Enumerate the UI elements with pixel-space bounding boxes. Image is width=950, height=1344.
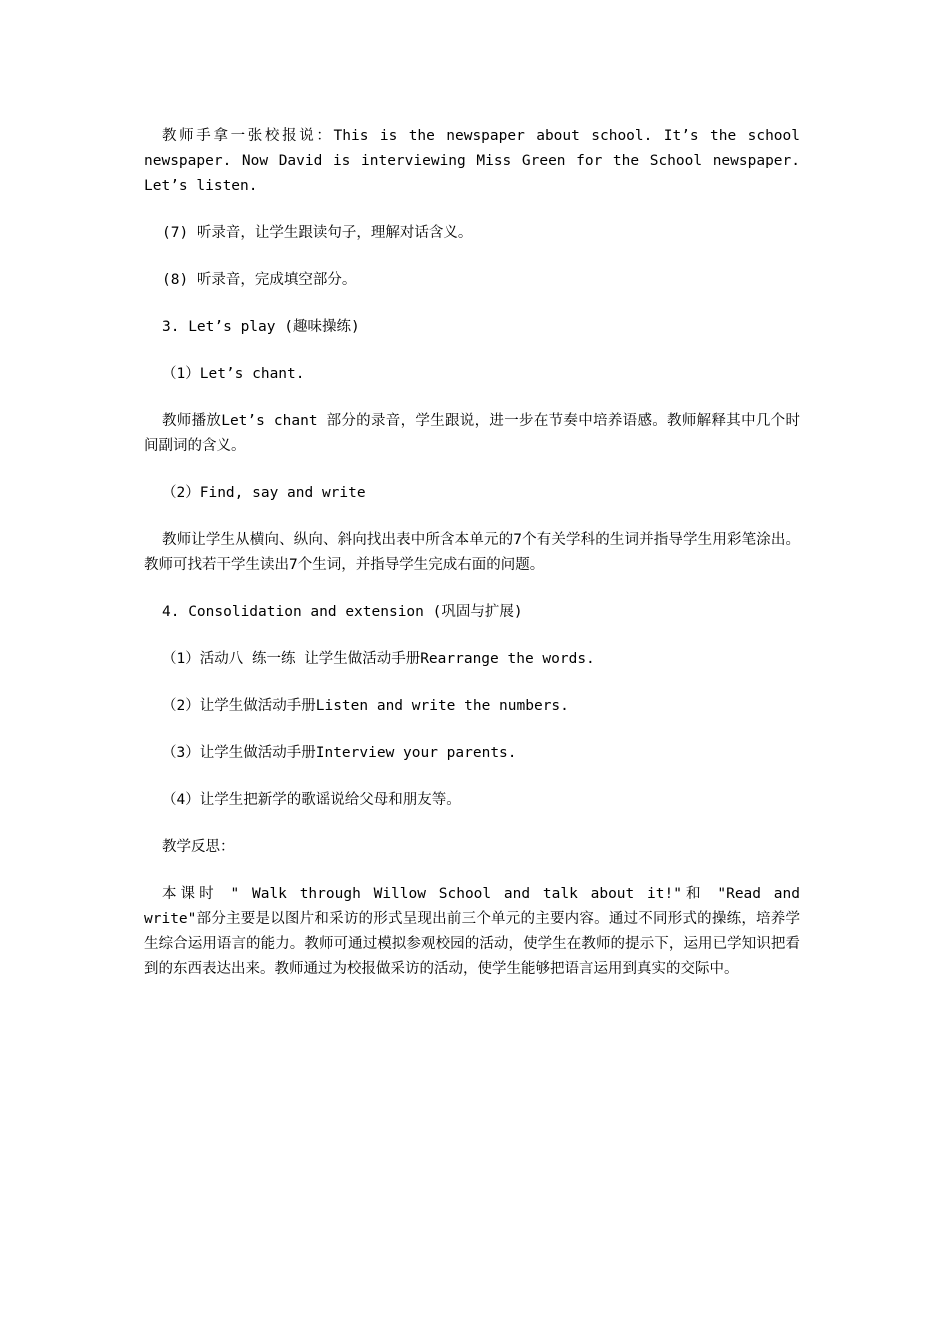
paragraph-step-8: (8) 听录音，完成填空部分。 <box>162 272 357 288</box>
paragraph-find-description: 教师让学生从横向、纵向、斜向找出表中所含本单元的7个有关学科的生词并指导学生用彩笔涂出。教师可找若干学生读出7个生词，并指导学生完成右面的问题。 <box>144 532 800 573</box>
paragraph-activity-4: （4）让学生把新学的歌谣说给父母和朋友等。 <box>162 792 461 808</box>
paragraph-chant-description: 教师播放Let’s chant 部分的录音，学生跟说，进一步在节奏中培养语感。教师解释其中几个时间副词的含义。 <box>144 413 800 454</box>
paragraph-activity-2: （2）让学生做活动手册Listen and write the numbers. <box>162 698 569 714</box>
heading-reflection: 教学反思： <box>162 839 235 855</box>
paragraph-lets-chant: （1）Let’s chant. <box>162 366 305 382</box>
paragraph-reflection: 本课时 " Walk through Willow School and talk about it!"和 "Read and write"部分主要是以图片和采访的形式呈现出前三个单元的主要内容。通过不同形式的操练，培养学生综合运用语言的能力。教师可通过模拟参观校园的活动，使学生在教师的提示下，运用已学知识把看到的东西表达出来。教师通过为校报做采访的活动，使学生能够把语言运用到真实的交际中。 <box>144 886 809 977</box>
heading-lets-play: 3. Let’s play (趣味操练) <box>162 319 360 335</box>
heading-consolidation: 4. Consolidation and extension (巩固与扩展) <box>162 604 523 620</box>
document-body <box>144 124 809 1004</box>
paragraph-activity-3: （3）让学生做活动手册Interview your parents. <box>162 745 517 761</box>
paragraph-step-7: (7) 听录音，让学生跟读句子，理解对话含义。 <box>162 225 473 241</box>
paragraph-newspaper-intro: 教师手拿一张校报说：This is the newspaper about school. It’s the school newspaper. Now David is interviewing Miss Green for the School newspaper. Let’s listen. <box>144 128 809 194</box>
paragraph-find-say-write: （2）Find, say and write <box>162 485 366 501</box>
paragraph-activity-1: （1）活动八 练一练 让学生做活动手册Rearrange the words. <box>162 651 595 667</box>
